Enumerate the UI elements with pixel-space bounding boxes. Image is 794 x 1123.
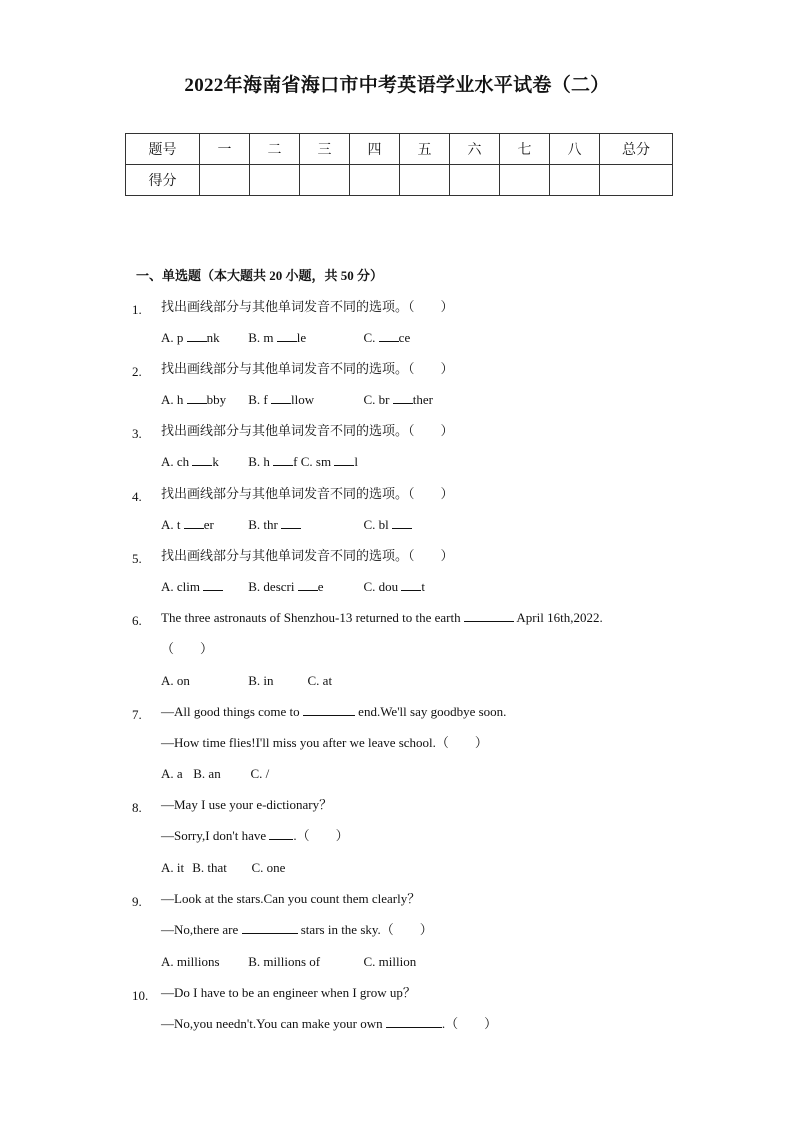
question-number: 1. (132, 302, 142, 317)
question-options (161, 329, 410, 347)
question-stem: 找出画线部分与其他单词发音不同的选项。（ ） (161, 548, 454, 563)
section-heading: 一、单选题（本大题共 20 小题，共 50 分） (136, 268, 384, 283)
question-number: 3. (132, 426, 142, 441)
question-options (161, 953, 416, 971)
dialogue-line: —No,you needn't.You can make your own .（ ） (161, 1016, 498, 1031)
question-options (161, 859, 285, 877)
dialogue-line: —All good things come to end.We'll say goodbye soon. (161, 704, 507, 719)
question-number: 4. (132, 489, 142, 504)
score-cell (250, 165, 300, 196)
score-cell (550, 165, 600, 196)
dialogue-line: —Sorry,I don't have .（ ） (161, 828, 349, 843)
score-header-cell: 二 (250, 134, 300, 165)
option-b: B. h f (248, 454, 298, 469)
option-b: B. f llow (248, 392, 315, 407)
option-b: B. descri e (248, 579, 324, 594)
dialogue-line: —Look at the stars.Can you count them clearly？ (161, 891, 421, 906)
score-cell (200, 165, 250, 196)
score-header-cell: 题号 (126, 134, 200, 165)
option-b: B. m le (248, 330, 307, 345)
question-number: 2. (132, 364, 142, 379)
option-a: A. p nk (161, 330, 220, 345)
dialogue-line: —How time flies!I'll miss you after we leave school.（ ） (161, 735, 488, 750)
option-c: C. / (250, 766, 270, 781)
score-row-label: 得分 (126, 165, 200, 196)
option-a: A. it (161, 860, 185, 875)
option-a: A. on (161, 673, 190, 688)
option-b: B. thr (248, 516, 360, 534)
question-options (161, 453, 358, 471)
score-cell (300, 165, 350, 196)
question-options (161, 516, 412, 534)
option-a: A. millions (161, 954, 220, 969)
question-stem: The three astronauts of Shenzhou-13 returned to the earth April 16th,2022. (161, 610, 603, 625)
option-b: B. an (193, 766, 221, 781)
question-number: 8. (132, 800, 142, 815)
page-title: 2022年海南省海口市中考英语学业水平试卷（二） (184, 75, 610, 96)
option-b: B. in (248, 673, 274, 688)
option-c: C. sm l (300, 454, 358, 469)
question-options (161, 578, 425, 596)
score-header-cell: 总分 (600, 134, 673, 165)
option-a: A. a (161, 766, 183, 781)
dialogue-line: —May I use your e-dictionary？ (161, 797, 333, 812)
option-c: C. at (307, 673, 333, 688)
option-a: A. t er (161, 517, 214, 532)
question-stem: 找出画线部分与其他单词发音不同的选项。（ ） (161, 299, 454, 314)
score-header-cell: 五 (400, 134, 450, 165)
score-header-cell: 八 (550, 134, 600, 165)
option-c: C. million (363, 954, 417, 969)
score-header-cell: 七 (500, 134, 550, 165)
option-c: C. ce (363, 330, 411, 345)
option-c: C. bl (364, 516, 413, 534)
option-c: C. one (251, 860, 286, 875)
score-header-cell: 一 (200, 134, 250, 165)
question-options (161, 765, 269, 783)
question-number: 10. (132, 988, 149, 1003)
score-table-score-row (126, 165, 673, 196)
score-table (125, 133, 673, 196)
question-stem: 找出画线部分与其他单词发音不同的选项。（ ） (161, 486, 454, 501)
question-number: 6. (132, 613, 142, 628)
score-cell (350, 165, 400, 196)
dialogue-line: —Do I have to be an engineer when I grow up？ (161, 985, 416, 1000)
score-header-cell: 六 (450, 134, 500, 165)
option-a: A. h bby (161, 392, 227, 407)
score-cell (450, 165, 500, 196)
option-c: C. br ther (363, 392, 433, 407)
option-b: B. millions of (248, 954, 321, 969)
score-cell (500, 165, 550, 196)
option-b: B. that (192, 860, 227, 875)
score-table-header-row (126, 134, 673, 165)
question-number: 9. (132, 894, 142, 909)
question-number: 7. (132, 707, 142, 722)
score-header-cell: 三 (300, 134, 350, 165)
question-stem: 找出画线部分与其他单词发音不同的选项。（ ） (161, 361, 454, 376)
option-c: C. dou t (363, 579, 426, 594)
question-number: 5. (132, 551, 142, 566)
score-cell (600, 165, 673, 196)
question-options (161, 391, 433, 409)
question-options (161, 672, 332, 690)
question-stem: 找出画线部分与其他单词发音不同的选项。（ ） (161, 423, 454, 438)
score-header-cell: 四 (350, 134, 400, 165)
option-a: A. clim (161, 578, 245, 596)
score-cell (400, 165, 450, 196)
dialogue-line: —No,there are stars in the sky.（ ） (161, 922, 433, 937)
answer-paren: （ ） (161, 641, 214, 656)
option-a: A. ch k (161, 454, 219, 469)
